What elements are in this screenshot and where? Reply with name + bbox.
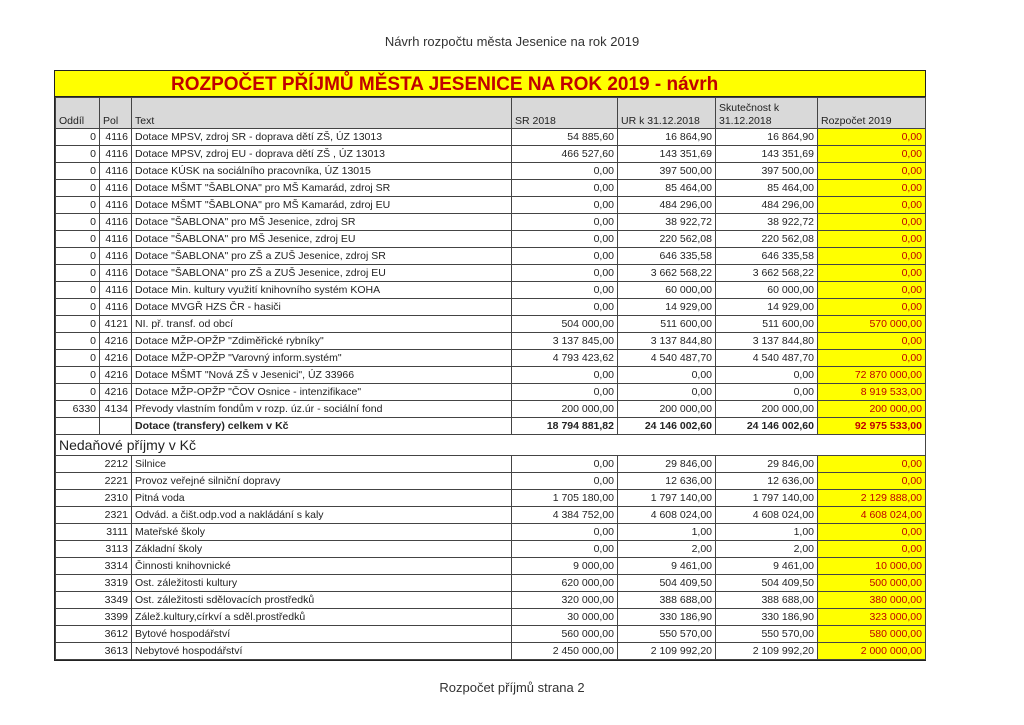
cell-ur: 16 864,90 (618, 129, 716, 146)
cell-ur: 85 464,00 (618, 180, 716, 197)
cell-oddil: 2221 (56, 473, 132, 490)
cell-sr: 0,00 (512, 473, 618, 490)
cell-sr: 620 000,00 (512, 575, 618, 592)
cell-roz: 0,00 (818, 541, 926, 558)
col-header-sk: Skutečnost k 31.12.2018 (716, 98, 818, 129)
cell-roz: 0,00 (818, 333, 926, 350)
cell-sk: 4 540 487,70 (716, 350, 818, 367)
cell-roz: 0,00 (818, 214, 926, 231)
cell-text: Dotace "ŠABLONA" pro ZŠ a ZUŠ Jesenice, zdroj EU (132, 265, 512, 282)
cell-oddil: 0 (56, 180, 100, 197)
cell-ur: 4 540 487,70 (618, 350, 716, 367)
cell-sr: 0,00 (512, 282, 618, 299)
cell-sk: 388 688,00 (716, 592, 818, 609)
cell-ur: 484 296,00 (618, 197, 716, 214)
cell-sr: 0,00 (512, 197, 618, 214)
cell-sk: 16 864,90 (716, 129, 818, 146)
budget-sheet (54, 70, 926, 661)
cell-roz: 0,00 (818, 146, 926, 163)
cell-text: Dotace MŠMT "ŠABLONA" pro MŠ Kamarád, zdroj SR (132, 180, 512, 197)
cell-sk: 0,00 (716, 384, 818, 401)
table-row (56, 299, 926, 316)
cell-roz: 0,00 (818, 197, 926, 214)
table-row (56, 333, 926, 350)
total-sk: 24 146 002,60 (716, 418, 818, 435)
cell-sr: 0,00 (512, 299, 618, 316)
cell-pol: 4116 (100, 197, 132, 214)
cell-sr: 466 527,60 (512, 146, 618, 163)
cell-roz: 323 000,00 (818, 609, 926, 626)
cell-ur: 1,00 (618, 524, 716, 541)
cell-oddil: 3314 (56, 558, 132, 575)
page-footer: Rozpočet příjmů strana 2 (439, 680, 585, 695)
cell-roz: 2 129 888,00 (818, 490, 926, 507)
cell-oddil: 6330 (56, 401, 100, 418)
col-header-ur: UR k 31.12.2018 (618, 98, 716, 129)
cell-sk: 504 409,50 (716, 575, 818, 592)
cell-oddil: 0 (56, 231, 100, 248)
cell-oddil: 0 (56, 197, 100, 214)
cell-pol: 4134 (100, 401, 132, 418)
total-ur: 24 146 002,60 (618, 418, 716, 435)
cell-sk: 38 922,72 (716, 214, 818, 231)
table-row (56, 592, 926, 609)
cell-roz: 0,00 (818, 473, 926, 490)
table-row (56, 575, 926, 592)
cell-ur: 220 562,08 (618, 231, 716, 248)
cell-roz: 8 919 533,00 (818, 384, 926, 401)
col-header-oddil: Oddíl (56, 98, 100, 129)
cell-oddil: 2310 (56, 490, 132, 507)
cell-sr: 4 793 423,62 (512, 350, 618, 367)
cell-roz: 0,00 (818, 248, 926, 265)
cell-ur: 3 137 844,80 (618, 333, 716, 350)
section-nedanove (56, 435, 926, 456)
cell-sk: 484 296,00 (716, 197, 818, 214)
cell-roz: 0,00 (818, 163, 926, 180)
cell-sk: 4 608 024,00 (716, 507, 818, 524)
total-oddil (56, 418, 100, 435)
col-header-sr: SR 2018 (512, 98, 618, 129)
cell-sk: 9 461,00 (716, 558, 818, 575)
cell-pol: 4116 (100, 146, 132, 163)
cell-pol: 4116 (100, 265, 132, 282)
table-row (56, 180, 926, 197)
cell-oddil: 3113 (56, 541, 132, 558)
transfers-total-row (56, 418, 926, 435)
cell-sr: 0,00 (512, 231, 618, 248)
total-roz: 92 975 533,00 (818, 418, 926, 435)
cell-sk: 2 109 992,20 (716, 643, 818, 660)
cell-roz: 0,00 (818, 282, 926, 299)
cell-oddil: 0 (56, 265, 100, 282)
cell-text: NI. př. transf. od obcí (132, 316, 512, 333)
cell-oddil: 0 (56, 248, 100, 265)
cell-oddil: 0 (56, 350, 100, 367)
cell-ur: 504 409,50 (618, 575, 716, 592)
cell-sr: 30 000,00 (512, 609, 618, 626)
cell-oddil: 0 (56, 367, 100, 384)
cell-ur: 60 000,00 (618, 282, 716, 299)
cell-sk: 550 570,00 (716, 626, 818, 643)
table-row (56, 558, 926, 575)
section-empty-2 (618, 435, 716, 456)
cell-ur: 1 797 140,00 (618, 490, 716, 507)
cell-ur: 143 351,69 (618, 146, 716, 163)
cell-ur: 0,00 (618, 384, 716, 401)
cell-ur: 397 500,00 (618, 163, 716, 180)
cell-oddil: 0 (56, 146, 100, 163)
cell-sr: 0,00 (512, 265, 618, 282)
cell-ur: 9 461,00 (618, 558, 716, 575)
section-empty-4 (818, 435, 926, 456)
cell-sr: 0,00 (512, 180, 618, 197)
cell-oddil: 0 (56, 384, 100, 401)
cell-oddil: 3612 (56, 626, 132, 643)
table-row (56, 367, 926, 384)
cell-ur: 511 600,00 (618, 316, 716, 333)
cell-oddil: 3349 (56, 592, 132, 609)
cell-sk: 1,00 (716, 524, 818, 541)
cell-ur: 2,00 (618, 541, 716, 558)
cell-roz: 4 608 024,00 (818, 507, 926, 524)
table-row (56, 507, 926, 524)
cell-text: Dotace MPSV, zdroj SR - doprava dětí ZŠ, ÚZ 13013 (132, 129, 512, 146)
cell-sk: 143 351,69 (716, 146, 818, 163)
cell-sk: 646 335,58 (716, 248, 818, 265)
cell-text: Ost. záležitosti kultury (132, 575, 512, 592)
column-header-row (56, 98, 926, 129)
cell-text: Převody vlastním fondům v rozp. úz.úr - sociální fond (132, 401, 512, 418)
cell-sr: 0,00 (512, 456, 618, 473)
cell-text: Ost. záležitosti sdělovacích prostředků (132, 592, 512, 609)
table-row (56, 490, 926, 507)
table-row (56, 265, 926, 282)
cell-sk: 3 662 568,22 (716, 265, 818, 282)
cell-oddil: 3111 (56, 524, 132, 541)
cell-sk: 200 000,00 (716, 401, 818, 418)
col-header-text: Text (132, 98, 512, 129)
cell-oddil: 3399 (56, 609, 132, 626)
cell-sr: 2 450 000,00 (512, 643, 618, 660)
cell-text: Dotace MVGŘ HZS ČR - hasiči (132, 299, 512, 316)
cell-oddil: 0 (56, 333, 100, 350)
cell-roz: 500 000,00 (818, 575, 926, 592)
cell-sr: 0,00 (512, 248, 618, 265)
cell-text: Mateřské školy (132, 524, 512, 541)
cell-roz: 0,00 (818, 299, 926, 316)
cell-pol: 4116 (100, 299, 132, 316)
table-row (56, 626, 926, 643)
table-row (56, 643, 926, 660)
cell-ur: 0,00 (618, 367, 716, 384)
table-row (56, 456, 926, 473)
cell-roz: 0,00 (818, 456, 926, 473)
cell-roz: 10 000,00 (818, 558, 926, 575)
table-row (56, 231, 926, 248)
total-label: Dotace (transfery) celkem v Kč (132, 418, 512, 435)
cell-pol: 4116 (100, 214, 132, 231)
cell-sk: 12 636,00 (716, 473, 818, 490)
cell-ur: 330 186,90 (618, 609, 716, 626)
cell-oddil: 3613 (56, 643, 132, 660)
table-row (56, 541, 926, 558)
table-row (56, 282, 926, 299)
cell-ur: 646 335,58 (618, 248, 716, 265)
section-empty-1 (512, 435, 618, 456)
cell-text: Dotace "ŠABLONA" pro MŠ Jesenice, zdroj EU (132, 231, 512, 248)
budget-table (55, 97, 926, 660)
cell-roz: 200 000,00 (818, 401, 926, 418)
table-row (56, 609, 926, 626)
cell-text: Dotace KÚSK na sociálního pracovníka, ÚZ 13015 (132, 163, 512, 180)
cell-ur: 388 688,00 (618, 592, 716, 609)
cell-ur: 29 846,00 (618, 456, 716, 473)
cell-oddil: 0 (56, 163, 100, 180)
cell-sr: 0,00 (512, 524, 618, 541)
cell-text: Zálež.kultury,církví a sděl.prostředků (132, 609, 512, 626)
cell-roz: 0,00 (818, 231, 926, 248)
cell-pol: 4116 (100, 248, 132, 265)
cell-sr: 0,00 (512, 163, 618, 180)
table-row (56, 146, 926, 163)
cell-oddil: 0 (56, 214, 100, 231)
col-header-pol: Pol (100, 98, 132, 129)
cell-sk: 14 929,00 (716, 299, 818, 316)
cell-sk: 29 846,00 (716, 456, 818, 473)
sheet-title: ROZPOČET PŘÍJMŮ MĚSTA JESENICE NA ROK 2019 - návrh (55, 71, 925, 97)
cell-pol: 4116 (100, 180, 132, 197)
cell-text: Provoz veřejné silniční dopravy (132, 473, 512, 490)
cell-pol: 4216 (100, 333, 132, 350)
page-header: Návrh rozpočtu města Jesenice na rok 2019 (384, 34, 640, 49)
cell-sk: 60 000,00 (716, 282, 818, 299)
cell-text: Nebytové hospodářství (132, 643, 512, 660)
cell-sr: 0,00 (512, 214, 618, 231)
cell-pol: 4216 (100, 367, 132, 384)
table-row (56, 473, 926, 490)
table-row (56, 524, 926, 541)
cell-text: Dotace MŽP-OPŽP "Varovný inform.systém" (132, 350, 512, 367)
cell-sk: 397 500,00 (716, 163, 818, 180)
total-pol (100, 418, 132, 435)
cell-pol: 4116 (100, 282, 132, 299)
cell-text: Dotace MŽP-OPŽP "ČOV Osnice - intenzifikace" (132, 384, 512, 401)
cell-sk: 2,00 (716, 541, 818, 558)
table-row (56, 129, 926, 146)
cell-roz: 570 000,00 (818, 316, 926, 333)
cell-roz: 2 000 000,00 (818, 643, 926, 660)
cell-ur: 200 000,00 (618, 401, 716, 418)
table-row (56, 163, 926, 180)
cell-text: Dotace Min. kultury využití knihovního systém KOHA (132, 282, 512, 299)
cell-sk: 330 186,90 (716, 609, 818, 626)
section-empty-3 (716, 435, 818, 456)
cell-text: Bytové hospodářství (132, 626, 512, 643)
cell-sr: 560 000,00 (512, 626, 618, 643)
cell-pol: 4116 (100, 231, 132, 248)
cell-ur: 2 109 992,20 (618, 643, 716, 660)
section-title: Nedaňové příjmy v Kč (56, 435, 512, 456)
cell-ur: 14 929,00 (618, 299, 716, 316)
table-row (56, 248, 926, 265)
cell-text: Odvád. a čišt.odp.vod a nakládání s kaly (132, 507, 512, 524)
cell-sr: 0,00 (512, 384, 618, 401)
cell-text: Dotace "ŠABLONA" pro ZŠ a ZUŠ Jesenice, zdroj SR (132, 248, 512, 265)
table-row (56, 350, 926, 367)
transfers-body (56, 129, 926, 418)
table-row (56, 214, 926, 231)
cell-pol: 4216 (100, 384, 132, 401)
cell-sr: 504 000,00 (512, 316, 618, 333)
cell-oddil: 0 (56, 282, 100, 299)
cell-oddil: 3319 (56, 575, 132, 592)
cell-roz: 0,00 (818, 129, 926, 146)
cell-roz: 0,00 (818, 180, 926, 197)
cell-roz: 380 000,00 (818, 592, 926, 609)
cell-sr: 9 000,00 (512, 558, 618, 575)
cell-sr: 200 000,00 (512, 401, 618, 418)
cell-sr: 4 384 752,00 (512, 507, 618, 524)
table-row (56, 401, 926, 418)
cell-text: Základní školy (132, 541, 512, 558)
cell-text: Silnice (132, 456, 512, 473)
cell-sr: 1 705 180,00 (512, 490, 618, 507)
cell-roz: 0,00 (818, 265, 926, 282)
cell-roz: 72 870 000,00 (818, 367, 926, 384)
cell-text: Dotace MŠMT "ŠABLONA" pro MŠ Kamarád, zdroj EU (132, 197, 512, 214)
cell-ur: 3 662 568,22 (618, 265, 716, 282)
transfers-total-body (56, 418, 926, 456)
cell-roz: 0,00 (818, 350, 926, 367)
table-row (56, 316, 926, 333)
cell-sr: 3 137 845,00 (512, 333, 618, 350)
cell-pol: 4116 (100, 163, 132, 180)
cell-sk: 511 600,00 (716, 316, 818, 333)
cell-oddil: 0 (56, 129, 100, 146)
col-header-roz: Rozpočet 2019 (818, 98, 926, 129)
cell-ur: 550 570,00 (618, 626, 716, 643)
cell-sk: 3 137 844,80 (716, 333, 818, 350)
cell-sr: 0,00 (512, 541, 618, 558)
cell-text: Dotace MŠMT "Nová ZŠ v Jesenici", ÚZ 33966 (132, 367, 512, 384)
cell-pol: 4121 (100, 316, 132, 333)
cell-ur: 12 636,00 (618, 473, 716, 490)
cell-sr: 320 000,00 (512, 592, 618, 609)
total-sr: 18 794 881,82 (512, 418, 618, 435)
cell-pol: 4216 (100, 350, 132, 367)
cell-oddil: 2321 (56, 507, 132, 524)
cell-sk: 1 797 140,00 (716, 490, 818, 507)
cell-text: Dotace MŽP-OPŽP "Zdiměřické rybníky" (132, 333, 512, 350)
cell-sr: 0,00 (512, 367, 618, 384)
cell-roz: 0,00 (818, 524, 926, 541)
cell-sr: 54 885,60 (512, 129, 618, 146)
cell-roz: 580 000,00 (818, 626, 926, 643)
cell-ur: 38 922,72 (618, 214, 716, 231)
cell-sk: 85 464,00 (716, 180, 818, 197)
cell-text: Dotace MPSV, zdroj EU - doprava dětí ZŠ , ÚZ 13013 (132, 146, 512, 163)
table-row (56, 197, 926, 214)
cell-sk: 0,00 (716, 367, 818, 384)
cell-oddil: 0 (56, 299, 100, 316)
cell-text: Pitná voda (132, 490, 512, 507)
cell-text: Dotace "ŠABLONA" pro MŠ Jesenice, zdroj SR (132, 214, 512, 231)
cell-oddil: 2212 (56, 456, 132, 473)
table-row (56, 384, 926, 401)
cell-sk: 220 562,08 (716, 231, 818, 248)
cell-ur: 4 608 024,00 (618, 507, 716, 524)
cell-text: Činnosti knihovnické (132, 558, 512, 575)
cell-oddil: 0 (56, 316, 100, 333)
nontax-body (56, 456, 926, 660)
cell-pol: 4116 (100, 129, 132, 146)
